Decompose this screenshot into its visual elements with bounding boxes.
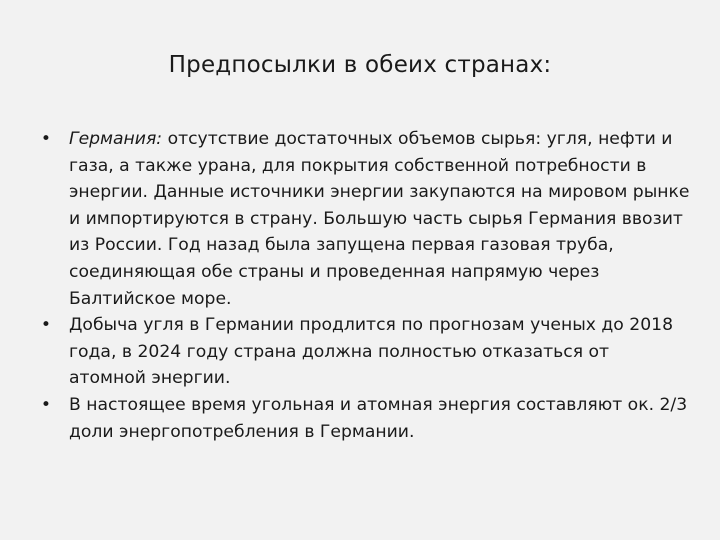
bullet-list — [40, 126, 690, 445]
slide-title: Предпосылки в обеих странах: — [168, 52, 552, 78]
bullet-text: Добыча угля в Германии продлится по прогнозам ученых до 2018 года, в 2024 году страна должна полностью отказаться от атомной энергии. — [69, 315, 674, 389]
bullet-text: отсутствие достаточных объемов сырья: угля, нефти и газа, а также урана, для покрытия собственной потребности в энергии. Данные источники энергии закупаются на мировом рынке и импортируются в страну. Большую часть сырья Германия ввозит из России. Год назад была запущена первая газовая труба, соединяющая обе страны и проведенная напрямую через Балтийское море. — [69, 129, 690, 309]
bullet-item-coal — [40, 312, 690, 392]
bullet-text: В настоящее время угольная и атомная энергия составляют ок. 2/3 доли энергопотребления в Германии. — [69, 394, 688, 442]
bullet-item-energy-share — [40, 392, 690, 445]
bullet-item-germany — [40, 126, 690, 312]
bullet-dot-icon: • — [40, 129, 52, 149]
bullet-term: Германия: — [69, 129, 163, 149]
bullet-dot-icon: • — [40, 394, 52, 415]
bullet-dot-icon: • — [40, 315, 52, 336]
